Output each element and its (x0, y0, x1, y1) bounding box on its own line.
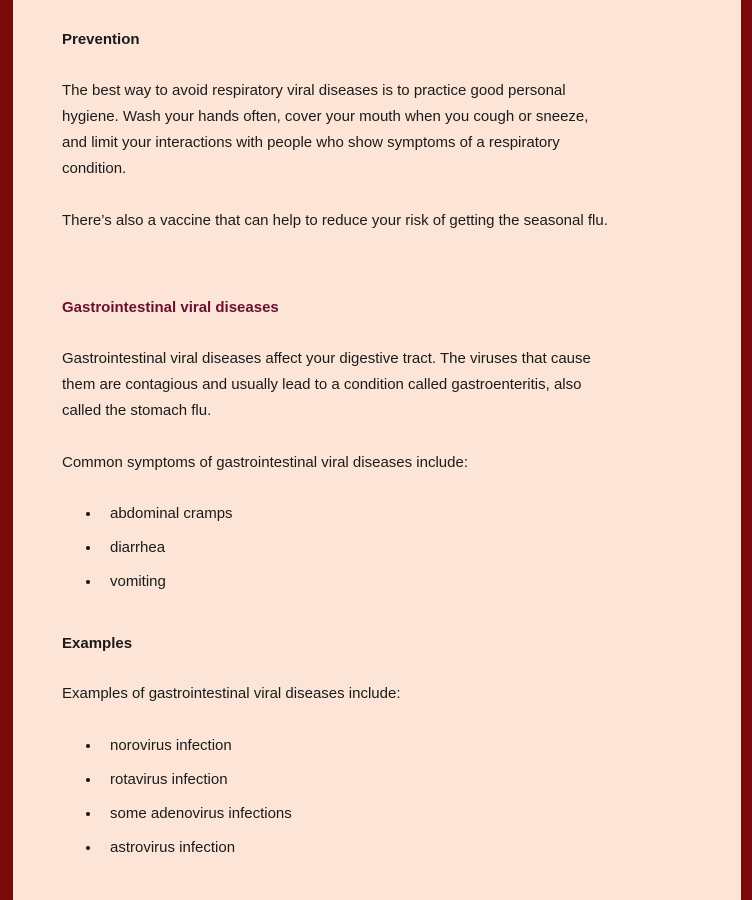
bullet-icon (86, 778, 90, 782)
bullet-icon (86, 744, 90, 748)
paragraph-line: Common symptoms of gastrointestinal viral diseases include: (62, 454, 469, 471)
gastro-heading: Gastrointestinal viral diseases (62, 299, 279, 316)
bullet-icon (86, 546, 90, 550)
list-item-text: some adenovirus infections (110, 805, 292, 822)
examples-list (62, 736, 292, 872)
bullet-icon (86, 580, 90, 584)
symptoms-list (62, 504, 233, 606)
paragraph-line: hygiene. Wash your hands often, cover your mouth when you cough or sneeze, (62, 108, 589, 125)
examples-intro (62, 681, 702, 707)
gastro-paragraph-1 (62, 346, 702, 424)
bullet-icon (86, 846, 90, 850)
list-item-text: abdominal cramps (110, 505, 233, 522)
prevention-heading: Prevention (62, 31, 140, 48)
prevention-paragraph-1 (62, 78, 702, 182)
list-item-text: norovirus infection (110, 737, 232, 754)
bullet-icon (86, 512, 90, 516)
list-item-text: vomiting (110, 573, 166, 590)
paragraph-line: The best way to avoid respiratory viral diseases is to practice good personal (62, 82, 566, 99)
symptoms-intro (62, 450, 702, 476)
list-item (62, 770, 292, 804)
list-item (62, 504, 233, 538)
paragraph-line: and limit your interactions with people who show symptoms of a respiratory (62, 134, 560, 151)
paragraph-line: Gastrointestinal viral diseases affect your digestive tract. The viruses that cause (62, 350, 591, 367)
list-item-text: astrovirus infection (110, 839, 236, 856)
list-item (62, 736, 292, 770)
paragraph-line: condition. (62, 160, 127, 177)
paragraph-line: Examples of gastrointestinal viral diseases include: (62, 685, 401, 702)
list-item (62, 538, 233, 572)
list-item-text: rotavirus infection (110, 771, 228, 788)
list-item (62, 804, 292, 838)
document-page (13, 0, 741, 900)
examples-heading: Examples (62, 635, 133, 652)
paragraph-line: them are contagious and usually lead to a condition called gastroenteritis, also (62, 376, 582, 393)
list-item-text: diarrhea (110, 539, 166, 556)
prevention-paragraph-2 (62, 208, 702, 234)
list-item (62, 572, 233, 606)
bullet-icon (86, 812, 90, 816)
paragraph-line: called the stomach flu. (62, 402, 212, 419)
paragraph-line: There’s also a vaccine that can help to reduce your risk of getting the seasonal flu. (62, 212, 608, 229)
list-item (62, 838, 292, 872)
